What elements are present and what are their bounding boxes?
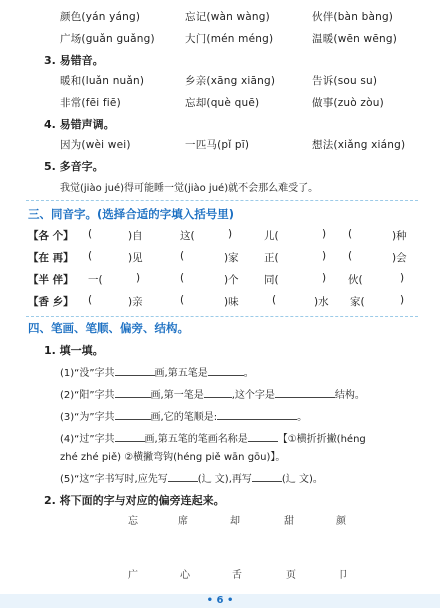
paren-blank[interactable]: ) [322,272,327,284]
answer-blank[interactable] [168,470,198,482]
word-choice[interactable]: 非常(fēi fiē) [60,97,121,109]
subheading-polyphone: 5. 多音字。 [44,160,104,173]
match-radical[interactable]: 广 [128,570,138,581]
word-choice[interactable]: 因为(wèi wei) [60,139,131,151]
character-list [0,512,440,532]
paren-blank[interactable]: 一( [88,274,103,286]
paren-blank[interactable]: 同( [264,274,279,286]
paren-blank[interactable]: ( [180,250,185,262]
question-text: 结构。 [334,390,365,401]
homophone-chars: 【在 再】 [28,252,74,264]
paren-blank[interactable]: ) [136,272,141,284]
homophone-chars: 【香 乡】 [28,296,74,308]
word-row [0,6,440,28]
homophone-chars: 【半 伴】 [28,274,74,286]
question-4-continued [60,448,285,463]
paren-blank[interactable]: )种 [392,230,407,242]
polyphone-sentence[interactable]: 我觉(jiào jué)得可能睡一觉(jiào jué)就不会那么难受了。 [60,183,319,194]
paren-blank[interactable]: 正( [264,252,279,264]
question-text: (2)“阳”字共 [60,390,115,401]
answer-blank[interactable] [208,364,244,376]
homophone-row [28,248,420,268]
match-radical[interactable]: 心 [180,570,190,581]
paren-blank[interactable]: )会 [392,252,407,264]
homophone-row [28,292,420,312]
subheading-tone: 4. 易错声调。 [44,118,115,131]
question-3 [60,408,307,423]
answer-blank[interactable] [275,386,335,398]
subheading-match: 2. 将下面的字与对应的偏旁连起来。 [44,494,225,507]
word-choice[interactable]: 告诉(sou su) [312,75,378,87]
word-row [0,134,440,156]
match-character[interactable]: 席 [178,516,188,527]
answer-blank[interactable] [115,430,145,442]
question-4 [60,430,366,445]
question-text: (3)“为”字共 [60,412,115,423]
word-choice[interactable]: 颜色(yán yáng) [60,11,141,23]
question-text: ,这个字是 [231,390,275,401]
match-character[interactable]: 忘 [128,516,138,527]
paren-blank[interactable]: ( [348,228,353,240]
question-text: (4)“过”字共 [60,434,115,445]
radical-list [0,566,440,586]
word-row [0,70,440,92]
question-text: (1)“没”字共 [60,368,115,379]
question-text: 【①横折折撇(héng [277,434,366,445]
word-row [0,28,440,50]
paren-blank[interactable]: ( [88,228,93,240]
answer-blank[interactable] [115,364,155,376]
paren-blank[interactable]: ) [322,250,327,262]
word-choice[interactable]: 忘记(wàn wàng) [185,11,270,23]
paren-blank[interactable]: ( [180,294,185,306]
question-text: 画,它的笔顺是: [150,412,218,423]
answer-blank[interactable] [252,470,282,482]
section-divider [26,316,418,317]
paren-blank[interactable]: )见 [128,252,143,264]
homophone-row [28,226,420,246]
paren-blank[interactable]: ) [322,228,327,240]
word-choice[interactable]: 温暖(wēn wēng) [312,33,398,45]
paren-blank[interactable]: ) [400,294,405,306]
paren-blank[interactable]: ) [228,228,233,240]
paren-blank[interactable]: )家 [224,252,239,264]
paren-blank[interactable]: 家( [350,296,365,308]
paren-blank[interactable]: )味 [224,296,239,308]
word-choice[interactable]: 忘却(què quē) [185,97,260,109]
paren-blank[interactable]: 伙( [348,274,363,286]
homophone-chars: 【各 个】 [28,230,74,242]
question-text: 画,第五笔是 [154,368,208,379]
word-choice[interactable]: 暖和(luǎn nuǎn) [60,75,145,87]
paren-blank[interactable]: )自 [128,230,143,242]
word-choice[interactable]: 广场(guǎn guǎng) [60,33,155,45]
question-text: 画,第五笔的笔画名称是 [144,434,248,445]
question-text: 画,第一笔是 [150,390,204,401]
match-radical[interactable]: 舌 [232,570,242,581]
word-choice[interactable]: 大门(mén méng) [185,33,274,45]
polyphone-sentence-row [0,176,440,198]
question-2 [60,386,365,401]
word-row [0,92,440,114]
paren-blank[interactable]: ( [348,250,353,262]
answer-blank[interactable] [115,386,151,398]
word-choice[interactable]: 想法(xiǎng xiáng) [312,139,406,151]
page-number: • 6 • [206,595,234,606]
paren-blank[interactable]: ) [400,272,405,284]
paren-blank[interactable]: )个 [224,274,239,286]
word-choice[interactable]: 伙伴(bàn bàng) [312,11,394,23]
question-text: 。 [297,412,308,423]
question-text: (辶 文),再写 [197,474,252,485]
question-text: (5)“这”字书写时,应先写 [60,474,168,485]
question-text: zhé zhé piě) ②横撇弯钩(héng piě wān gōu)】。 [60,452,286,463]
paren-blank[interactable]: ( [272,294,277,306]
answer-blank[interactable] [115,408,151,420]
match-character[interactable]: 却 [230,516,240,527]
answer-blank[interactable] [248,430,278,442]
paren-blank[interactable]: 这( [180,230,195,242]
match-radical[interactable]: 卩 [338,570,348,581]
subheading-easy-mistake: 3. 易错音。 [44,54,104,67]
subheading-fill: 1. 填一填。 [44,344,104,357]
page-footer [0,594,440,608]
question-text: 。 [243,368,254,379]
paren-blank[interactable]: )水 [314,296,329,308]
paren-blank[interactable]: 儿( [264,230,279,242]
paren-blank[interactable]: )亲 [128,296,143,308]
word-choice[interactable]: 做事(zuò zòu) [312,97,384,109]
paren-blank[interactable]: ( [88,294,93,306]
paren-blank[interactable]: ( [180,272,185,284]
match-character[interactable]: 颜 [336,516,346,527]
word-choice[interactable]: 乡亲(xāng xiāng) [185,75,276,87]
answer-blank[interactable] [217,408,297,420]
match-radical[interactable]: 页 [286,570,296,581]
section-title-homophones: 三、同音字。(选择合适的字填入括号里) [28,207,235,221]
question-text: (辶 文)。 [281,474,323,485]
word-choice[interactable]: 一匹马(pǐ pī) [185,139,250,151]
question-1 [60,364,254,379]
answer-blank[interactable] [204,386,232,398]
match-character[interactable]: 甜 [284,516,294,527]
paren-blank[interactable]: ( [88,250,93,262]
section-title-strokes: 四、笔画、笔顺、偏旁、结构。 [28,321,189,335]
section-divider [26,200,418,201]
question-5 [60,470,323,485]
homophone-row [28,270,420,290]
